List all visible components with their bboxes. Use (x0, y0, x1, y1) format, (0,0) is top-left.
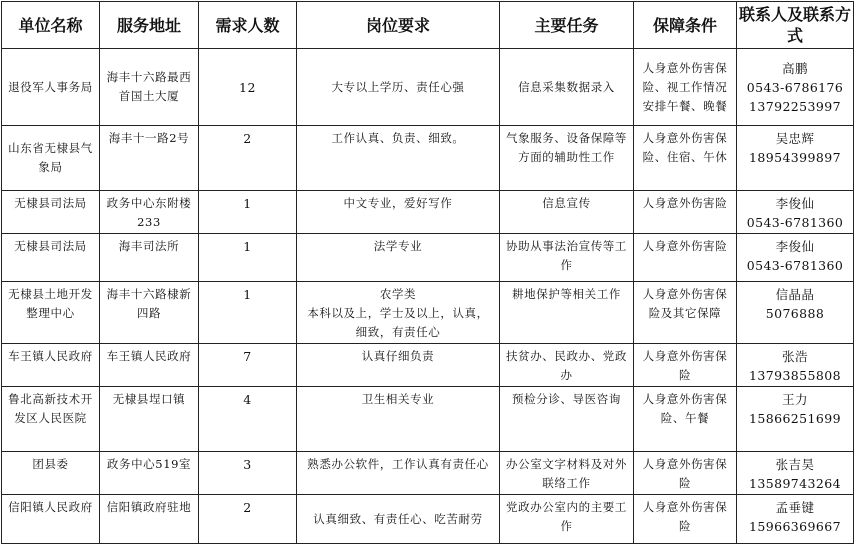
table-row (2, 452, 854, 495)
requirement-line: 熟悉办公软件，工作认真有责任心 (307, 457, 489, 471)
cell-benefits: 人身意外伤害保险及其它保障 (634, 282, 737, 344)
cell-benefits: 人身意外伤害保险、视工作情况安排午餐、晚餐 (634, 49, 737, 126)
cell-benefits: 人身意外伤害保险、住宿、午休 (634, 126, 737, 191)
cell-contact (737, 344, 854, 387)
cell-count: 1 (199, 282, 297, 344)
contact-phone: 13792253997 (749, 98, 841, 114)
cell-count: 3 (199, 452, 297, 495)
contact-phone: 13589743264 (749, 476, 841, 491)
header-requirements: 岗位要求 (297, 2, 500, 49)
cell-contact (737, 126, 854, 191)
cell-contact (737, 495, 854, 544)
table-row (2, 49, 854, 126)
cell-unit: 鲁北高新技术开发区人民医院 (2, 387, 100, 452)
cell-contact (737, 234, 854, 282)
cell-count: 2 (199, 126, 297, 191)
cell-unit: 退役军人事务局 (2, 49, 100, 126)
table-row (2, 387, 854, 452)
cell-unit: 信阳镇人民政府 (2, 495, 100, 544)
contact-phone: 15866251699 (749, 411, 841, 426)
cell-benefits: 人身意外伤害保险 (634, 452, 737, 495)
contact-name: 孟垂键 (775, 500, 815, 515)
table-row (2, 234, 854, 282)
requirement-line: 细致，有责任心 (355, 325, 441, 339)
cell-tasks: 耕地保护等相关工作 (500, 282, 634, 344)
cell-benefits: 人身意外伤害保险 (634, 344, 737, 387)
contact-phone: 0543-6781360 (746, 258, 844, 273)
header-count: 需求人数 (199, 2, 297, 49)
cell-tasks: 信息宣传 (500, 191, 634, 234)
contact-name: 王力 (782, 392, 808, 407)
table-row (2, 282, 854, 344)
cell-requirements (297, 344, 500, 387)
requirement-line: 本科以及上，学士及以上，认真， (307, 306, 489, 320)
cell-requirements (297, 234, 500, 282)
contact-name: 高鹏 (782, 60, 808, 76)
contact-name: 张浩 (782, 349, 808, 364)
table-row (2, 126, 854, 191)
cell-requirements (297, 387, 500, 452)
cell-address: 政务中心东附楼233 (100, 191, 199, 234)
table-row (2, 191, 854, 234)
recruitment-table (1, 1, 854, 544)
cell-unit: 无棣县土地开发整理中心 (2, 282, 100, 344)
contact-name: 吴忠辉 (775, 131, 815, 146)
contact-name: 张吉昊 (775, 457, 815, 472)
cell-address: 海丰十六路最西首国土大厦 (100, 49, 199, 126)
cell-tasks: 信息采集数据录入 (500, 49, 634, 126)
requirement-line: 卫生相关专业 (361, 392, 435, 406)
cell-count: 4 (199, 387, 297, 452)
contact-phone: 13793855808 (749, 368, 841, 383)
cell-contact (737, 49, 854, 126)
header-row (2, 2, 854, 49)
cell-tasks: 气象服务、设备保障等方面的辅助性工作 (500, 126, 634, 191)
cell-benefits: 人身意外伤害保险、午餐 (634, 387, 737, 452)
cell-count: 12 (199, 49, 297, 126)
cell-contact (737, 282, 854, 344)
header-address: 服务地址 (100, 2, 199, 49)
contact-phone: 18954399897 (749, 150, 841, 165)
cell-address: 海丰司法所 (100, 234, 199, 282)
cell-tasks: 党政办公室内的主要工作 (500, 495, 634, 544)
cell-tasks: 办公室文字材料及对外联络工作 (500, 452, 634, 495)
cell-count: 1 (199, 191, 297, 234)
cell-benefits: 人身意外伤害保险 (634, 495, 737, 544)
requirement-line: 工作认真、负责、细致。 (331, 131, 465, 145)
header-tasks: 主要任务 (500, 2, 634, 49)
cell-unit: 车王镇人民政府 (2, 344, 100, 387)
cell-count: 2 (199, 495, 297, 544)
cell-address: 海丰十六路棣新四路 (100, 282, 199, 344)
contact-phone: 5076888 (765, 306, 825, 321)
cell-requirements (297, 452, 500, 495)
cell-contact (737, 191, 854, 234)
header-benefits: 保障条件 (634, 2, 737, 49)
contact-name: 李俊仙 (775, 239, 815, 254)
cell-address: 信阳镇政府驻地 (100, 495, 199, 544)
table-row (2, 495, 854, 544)
contact-phone: 0543-6781360 (746, 215, 844, 230)
cell-address: 车王镇人民政府 (100, 344, 199, 387)
cell-tasks: 预检分诊、导医咨询 (500, 387, 634, 452)
cell-benefits: 人身意外伤害险 (634, 191, 737, 234)
contact-name: 信晶晶 (775, 287, 815, 302)
cell-unit: 无棣县司法局 (2, 234, 100, 282)
cell-benefits: 人身意外伤害险 (634, 234, 737, 282)
cell-requirements (297, 126, 500, 191)
requirement-line: 法学专业 (373, 239, 423, 253)
header-unit: 单位名称 (2, 2, 100, 49)
requirement-line: 中文专业，爱好写作 (343, 196, 453, 210)
contact-phone: 15966369667 (749, 519, 841, 534)
cell-unit: 山东省无棣县气象局 (2, 126, 100, 191)
requirement-line: 大专以上学历、责任心强 (331, 79, 465, 94)
cell-unit: 无棣县司法局 (2, 191, 100, 234)
cell-count: 1 (199, 234, 297, 282)
requirement-line: 认真细致、有责任心、吃苦耐劳 (313, 511, 483, 526)
cell-requirements (297, 49, 500, 126)
cell-address: 政务中心519室 (100, 452, 199, 495)
cell-requirements (297, 495, 500, 544)
contact-name: 李俊仙 (775, 196, 815, 211)
cell-tasks: 协助从事法治宣传等工作 (500, 234, 634, 282)
header-contact: 联系人及联系方式 (737, 2, 854, 49)
table-row (2, 344, 854, 387)
cell-address: 无棣县埕口镇 (100, 387, 199, 452)
cell-unit: 团县委 (2, 452, 100, 495)
requirement-line: 农学类 (379, 287, 417, 301)
contact-phone: 0543-6786176 (746, 79, 844, 95)
cell-tasks: 扶贫办、民政办、党政办 (500, 344, 634, 387)
cell-requirements (297, 282, 500, 344)
requirement-line: 认真仔细负责 (361, 349, 435, 363)
cell-contact (737, 452, 854, 495)
cell-address: 海丰十一路2号 (100, 126, 199, 191)
cell-count: 7 (199, 344, 297, 387)
cell-requirements (297, 191, 500, 234)
cell-contact (737, 387, 854, 452)
